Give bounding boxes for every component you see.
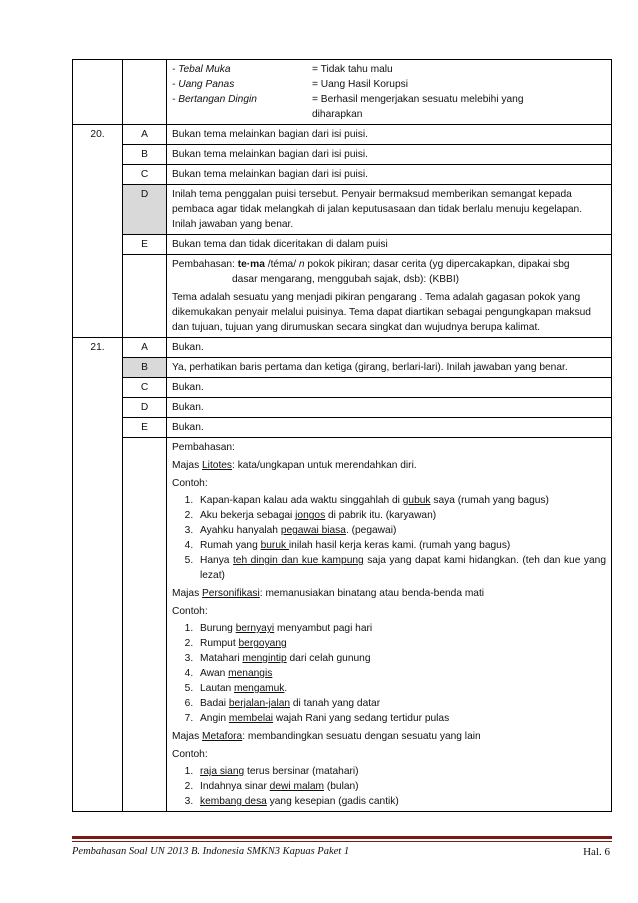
option-letter: E (123, 418, 167, 438)
idiom-list: - Tebal Muka = Tidak tahu malu - Uang Panas = Uang Hasil Korupsi - Bertangan Dingin = Berhasil mengerjakan sesuatu melebihi yang diharapkan (167, 60, 612, 125)
table-row (73, 235, 612, 255)
list-item: 3. Ayahku hanyalah pegawai biasa. (pegawai) (196, 523, 606, 538)
list-item: 1. Kapan-kapan kalau ada waktu singgahlah di gubuk saya (rumah yang bagus) (196, 493, 606, 508)
option-letter: A (123, 338, 167, 358)
list-item: 3. Matahari mengintip dari celah gunung (196, 651, 606, 666)
table-row (73, 185, 612, 235)
explanation: Pembahasan: te·ma /téma/ n pokok pikiran; dasar cerita (yg dipercakapkan, dipakai sbg dasar mengarang, menggubah sajak, dsb): (KBBI) Tema adalah sesuatu yang menjadi pikiran pengarang . Tema adalah gagasan pokok yang dikemukakan penyair melalui puisinya. Tema dapat diartikan sebagai pengungkapan maksud dan tujuan, tujuan yang dirumuskan secara singkat dan wujudnya berupa kalimat. (167, 255, 612, 338)
option-text: Bukan. (167, 418, 612, 438)
list-item: 2. Rumput bergoyang (196, 636, 606, 651)
option-letter: C (123, 165, 167, 185)
table-row (73, 125, 612, 145)
table-row (73, 438, 612, 812)
option-text: Ya, perhatikan baris pertama dan ketiga (girang, berlari-lari). Inilah jawaban yang benar. (167, 358, 612, 378)
question-number: 20. (73, 125, 123, 338)
question-number: 21. (73, 338, 123, 812)
option-letter: A (123, 125, 167, 145)
majas-personifikasi: Majas Personifikasi: memanusiakan binatang atau benda-benda mati (172, 588, 485, 599)
litotes-examples (172, 493, 606, 583)
list-item: 5. Lautan mengamuk. (196, 681, 606, 696)
option-letter: B (123, 145, 167, 165)
table-row (73, 145, 612, 165)
option-text: Bukan. (167, 398, 612, 418)
table-row (73, 418, 612, 438)
list-item: 4. Rumah yang buruk inilah hasil kerja keras kami. (rumah yang bagus) (196, 538, 606, 553)
option-text: Bukan. (167, 378, 612, 398)
list-item: 2. Indahnya sinar dewi malam (bulan) (196, 779, 606, 794)
page-number: Hal. 6 (583, 846, 610, 858)
option-text: Bukan tema melainkan bagian dari isi puisi. (167, 145, 612, 165)
footer-rule-thin (72, 841, 612, 842)
list-item: 2. Aku bekerja sebagai jongos di pabrik itu. (karyawan) (196, 508, 606, 523)
majas-metafora: Majas Metafora: membandingkan sesuatu dengan sesuatu yang lain (172, 731, 481, 742)
personifikasi-examples (172, 621, 606, 726)
list-item: 1. Burung bernyayi menyambut pagi hari (196, 621, 606, 636)
answer-table (72, 59, 612, 812)
list-item: 4. Awan menangis (196, 666, 606, 681)
metafora-examples (172, 764, 606, 809)
footer-title: Pembahasan Soal UN 2013 B. Indonesia SMKN3 Kapuas Paket 1 (72, 846, 350, 857)
option-text: Bukan tema melainkan bagian dari isi puisi. (167, 125, 612, 145)
list-item: 7. Angin membelai wajah Rani yang sedang tertidur pulas (196, 711, 606, 726)
option-letter: E (123, 235, 167, 255)
option-text: Bukan tema melainkan bagian dari isi puisi. (167, 165, 612, 185)
table-row (73, 358, 612, 378)
footer-rule (72, 836, 612, 839)
table-row (73, 398, 612, 418)
list-item: 6. Badai berjalan-jalan di tanah yang datar (196, 696, 606, 711)
option-letter-correct: D (123, 185, 167, 235)
option-letter: D (123, 398, 167, 418)
explanation: Pembahasan: Majas Litotes: kata/ungkapan untuk merendahkan diri. Contoh: 1. Kapan-kapan kalau ada waktu singgahlah di gubuk saya (rumah yang bagus) 2. Aku bekerja sebagai jongos di pabrik itu. (karyawan) 3. Ayahku hanyalah pegawai biasa. (pegawai) 4. Rumah yang buruk inilah hasil kerja keras kami. (rumah yang bagus) 5. Hanya teh dingin dan kue kampung saja yang dapat kami hidangkan. (teh dan kue yang lezat) Majas Personifikasi: memanusiakan binatang atau benda-benda mati Contoh: 1. Burung bernyayi menyambut pagi hari 2. Rumput bergoyang 3. Matahari mengintip dari celah gunung 4. Awan menangis 5. Lautan mengamuk. 6. Badai berjalan-jalan di tanah yang datar 7. Angin membelai wajah Rani yang sedang tertidur pulas Majas Metafora: membandingkan sesuatu dengan sesuatu yang lain Contoh: 1. raja siang terus bersinar (matahari) 2. Indahnya sinar dewi malam (bulan) 3. kembang desa yang kesepian (gadis cantik) (167, 438, 612, 812)
table-row (73, 60, 612, 125)
list-item: 1. raja siang terus bersinar (matahari) (196, 764, 606, 779)
table-row (73, 378, 612, 398)
option-text: Inilah tema penggalan puisi tersebut. Penyair bermaksud memberikan semangat kepada pembaca agar tidak melangkah di jalan keputusasaan dan tidak berlalu menuju kegelapan. Inilah jawaban yang benar. (167, 185, 612, 235)
option-letter: C (123, 378, 167, 398)
majas-litotes: Majas Litotes: kata/ungkapan untuk merendahkan diri. (172, 460, 417, 471)
table-row (73, 338, 612, 358)
table-row (73, 255, 612, 338)
option-text: Bukan tema dan tidak diceritakan di dalam puisi (167, 235, 612, 255)
list-item: 3. kembang desa yang kesepian (gadis cantik) (196, 794, 606, 809)
list-item: 5. Hanya teh dingin dan kue kampung saja yang dapat kami hidangkan. (teh dan kue yang lezat) (196, 553, 606, 583)
option-letter-correct: B (123, 358, 167, 378)
option-text: Bukan. (167, 338, 612, 358)
table-row (73, 165, 612, 185)
